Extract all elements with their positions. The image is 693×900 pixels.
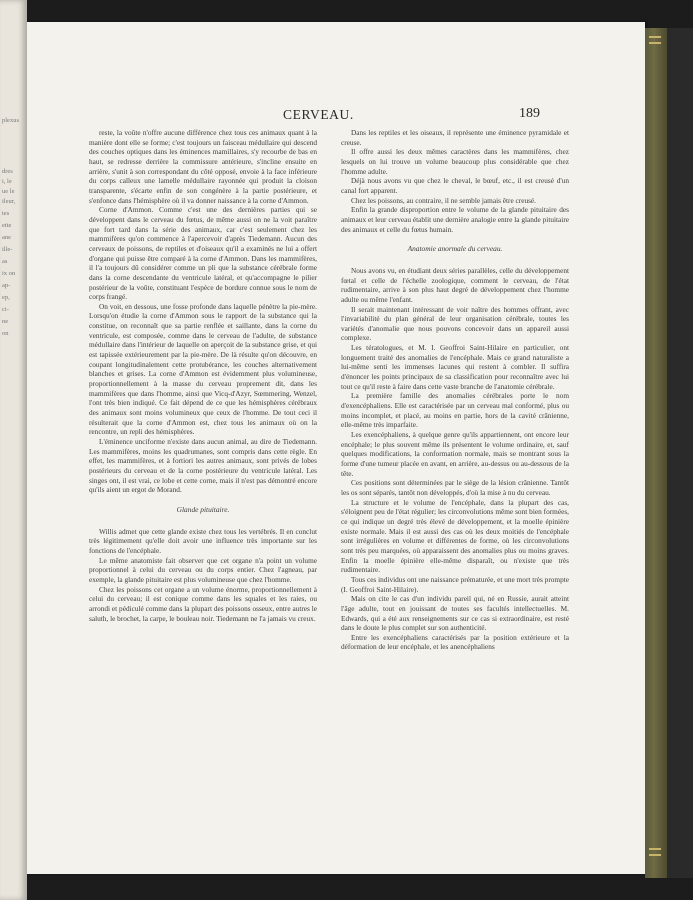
running-header: CERVEAU. xyxy=(283,107,354,122)
paragraph: Enfin la grande disproportion entre le volume de la glande pituitaire des animaux et leur cerveau établit une dernière analogie entre la glande pituitaire des animaux et celle du fœtus humain. xyxy=(341,205,569,234)
paragraph: Chez les poissons, au contraire, il ne semble jamais être creusé. xyxy=(351,195,536,205)
facing-page-fragment: plexus xyxy=(2,117,19,124)
facing-page-edge xyxy=(0,0,27,900)
page-number: 189 xyxy=(519,106,540,121)
paragraph: Nous avons vu, en étudiant deux séries parallèles, celle du développement fœtal et celle de l'échelle zoologique, comment le cerveau, de l'état rudimentaire, arrive à son plus haut degré de développement chez l'homme adulte ou même l'enfant. xyxy=(341,265,569,304)
paragraph: reste, la voûte n'offre aucune différence chez tous ces animaux quant à la manière dont elle se forme; c'est toujours un faisceau médullaire qui descend des couches optiques dans les éminences mamillaires, s'y recourbe de bas en haut, se redresse derrière la commissure antérieure, s'incline ensuite en arrière, s'unit à son correspondant du côté opposé, envoie à la face inférieure du corps calleux une lamelle médullaire rayonnée qui produit la cloison transparente, s'écarte enfin de son congénère à la partie postérieure, et s'enfonce dans l'hémisphère où il va donner naissance à la corne d'Ammon. xyxy=(89,128,317,205)
paragraph: Déjà nous avons vu que chez le cheval, le bœuf, etc., il est creusé d'un canal fort apparent. xyxy=(341,176,569,195)
paragraph: Chez les poissons cet organe a un volume énorme, proportionnellement à celui du cerveau; il est conique comme dans les squales et les raies, ou arrondi et pédiculé comme dans la plupart des poissons osseux, entre autres le saluth, le brochet, la carpe, le bouleau noir. Tiedemann ne l'a jamais vu creux. xyxy=(89,584,317,623)
paragraph: La première famille des anomalies cérébrales porte le nom d'exencéphaliens. Elle est caractérisée par un cerveau mal conformé, plus ou moins incomplet, et placé, au moins en partie, hors de la cavité crânienne, elle-même très imparfaite. xyxy=(341,391,569,430)
facing-page-fragment: ix on xyxy=(2,270,16,277)
spine-gilt-mark xyxy=(649,36,661,38)
facing-page-fragment: ap- xyxy=(2,282,11,289)
facing-page-fragment: i, le xyxy=(2,178,12,185)
facing-page-fragment: ane xyxy=(2,234,12,241)
paragraph: Willis admet que cette glande existe chez tous les vertébrés. Il en conclut très légitimement qu'elle doit avoir une influence très importante sur les fonctions de l'encéphale. xyxy=(89,526,317,555)
spine-gilt-mark xyxy=(649,42,661,44)
paragraph: Entre les exencéphaliens caractérisés par la position extérieure et la déformation de leur encéphale, et les anencéphaliens xyxy=(341,632,569,652)
paragraph: Le même anatomiste fait observer que cet organe n'a point un volume proportionnel à celui du cerveau ou du corps entier. Chez l'agneau, par exemple, la glande pituitaire est plus volumineuse que chez l'homme. xyxy=(89,555,317,584)
paragraph: Ces positions sont déterminées par le siège de la lésion crânienne. Tantôt les os sont séparés, tantôt non développés, d'où la mise à nu du cerveau. xyxy=(341,478,569,497)
spine-gilt-mark xyxy=(649,854,661,856)
facing-page-fragment: ci- xyxy=(2,306,9,313)
spine-gilt-mark xyxy=(649,848,661,850)
paragraph: Mais on cite le cas d'un individu pareil qui, né en Russie, aurait atteint l'âge adulte, tout en jouissant de toutes ses facultés intellectuelles. M. Edwards, qui a été aux renseignements sur ce cas si extraordinaire, est resté dans le doute le plus complet sur son authenticité. xyxy=(341,594,569,633)
paragraph: On voit, en dessous, une fosse profonde dans laquelle pénètre la pie-mère. Lorsqu'on étudie la corne d'Ammon sous le rapport de la substance qui la constitue, on reconnaît que sa partie renflée et saillante, dans la corne du ventricule, est composée, comme dans le cerveau de l'adulte, de substance médullaire dans l'intérieur de laquelle on aperçoit de la substance grise, et qui est tapissée extérieurement par la pie-mère. De là résulte qu'on découvre, en coupant longitudinalement cette protubérance, les couches alternativement blanches et grises. La corne d'Ammon est évidemment plus volumineuse, proportionnellement à la masse du cerveau proprement dit, dans les mammifères que dans l'homme, ainsi que Vicq-d'Azyr, Sœmmering, Wenzel, l'ont très bien indiqué. Ce fait dépend de ce que les hémisphères cérébraux des animaux sont moins volumineux que ceux de l'homme. De tout ceci il résulterait que la corne d'Ammon est, chez tous les animaux où on la rencontre, un repli des hémisphères. xyxy=(89,301,317,437)
section-heading: Anatomie anormale du cerveau. xyxy=(407,244,503,254)
paragraph: La structure et le volume de l'encéphale, dans la plupart des cas, s'éloignent peu de l'état régulier; les circonvolutions même sont bien formées, ce qui indique un degré très élevé de développement, et la moelle épinière existe normale. Mais il est aussi des cas où les deux moitiés de l'encéphale sont irrégulières en volume et différentes de forme, où les circonvolutions sont très peu marquées, où apparaissent des anomalies plus ou moins graves. Enfin la moelle épinière elle-même disparaît, ou n'existe que très rudimentaire. xyxy=(341,497,569,575)
paragraph: Il serait maintenant intéressant de voir naître des hommes offrant, avec l'invariabilité du plan général de leur organisation cérébrale, toutes les variétés d'anomalie que nous pouvons concevoir dans un appareil aussi complexe. xyxy=(341,304,569,343)
facing-page-fragment: ille- xyxy=(2,246,13,253)
facing-page-fragment: tes xyxy=(2,210,10,217)
facing-page-fragment: on xyxy=(2,330,9,337)
paragraph: L'éminence unciforme n'existe dans aucun animal, au dire de Tiedemann. Les mammifères, moins les quadrumanes, sont compris dans cette règle. En effet, les mammifères, et à fortiori les autres animaux, sont privés de lobes postérieurs du cerveau et de la corne postérieure du ventricule latéral. Les singes ont, il est vrai, ce lobe et cette corne, mais il n'est pas démontré encore qu'ils aient un ergot de Morand. xyxy=(89,437,317,495)
section-heading: Glande pituitaire. xyxy=(176,504,230,514)
paragraph: Tous ces individus ont une naissance prématurée, et une mort très prompte (I. Geoffroi Saint-Hilaire). xyxy=(341,574,569,594)
book-spine xyxy=(645,28,667,878)
paragraph: Corne d'Ammon. Comme c'est une des dernières parties qui se développent dans le cerveau du fœtus, de même aussi on ne la voit paraître que fort tard dans la série des animaux, car c'est seulement chez les mammifères qu'on commence à l'apercevoir d'après Tiedemann. Aucun des cerveaux de poissons, de reptiles et d'oiseaux qu'il a examinés ne lui a offert d'organe qui puisse être comparé à la corne d'Ammon. Dans les mammifères, il l'a toujours dû considérer comme un pli que la substance cérébrale forme dans la corne descendante du ventricule latéral, et qu'accompagne le pilier postérieur de la voûte, constituant l'espèce de bordure connue sous le nom de corps frangé. xyxy=(89,205,317,302)
facing-page-fragment: ileur, xyxy=(2,198,16,205)
paragraph: Il offre aussi les deux mêmes caractères dans les mammifères, chez lesquels on lui trouve un volume beaucoup plus considérable que chez l'homme adulte. xyxy=(341,147,569,176)
facing-page-fragment: ep, xyxy=(2,294,10,301)
facing-page-fragment: as xyxy=(2,258,8,265)
paragraph: Les tératologues, et M. I. Geoffroi Saint-Hilaire en particulier, ont longuement traité des anomalies de l'encéphale. Mais ce grand naturaliste a lui-même senti les immenses lacunes qui restent à combler. Il suffira d'énoncer les points principaux de sa classification pour reconnaître avec lui tout ce qu'il reste à faire dans cette vaste branche de l'anatomie cérébrale. xyxy=(341,343,569,391)
right-text-column xyxy=(341,128,569,652)
book-fore-edge xyxy=(667,28,693,878)
facing-page-fragment: dres xyxy=(2,168,13,175)
paragraph: Dans les reptiles et les oiseaux, il représente une éminence pyramidale et creuse. xyxy=(341,128,569,147)
paragraph: Les exencéphaliens, à quelque genre qu'ils appartiennent, ont encore leur encéphale; le plus souvent même ils présentent le volume ordinaire, et, sauf quelques modifications, la conformation normale, mais se montrant sous la forme d'une tumeur placée en avant, en arrière, au-dessus ou au-dessous de la tête. xyxy=(341,430,569,478)
facing-page-fragment: ette xyxy=(2,222,12,229)
facing-page-fragment: ne xyxy=(2,318,9,325)
left-text-column xyxy=(89,128,317,623)
facing-page-fragment: ue le xyxy=(2,188,15,195)
